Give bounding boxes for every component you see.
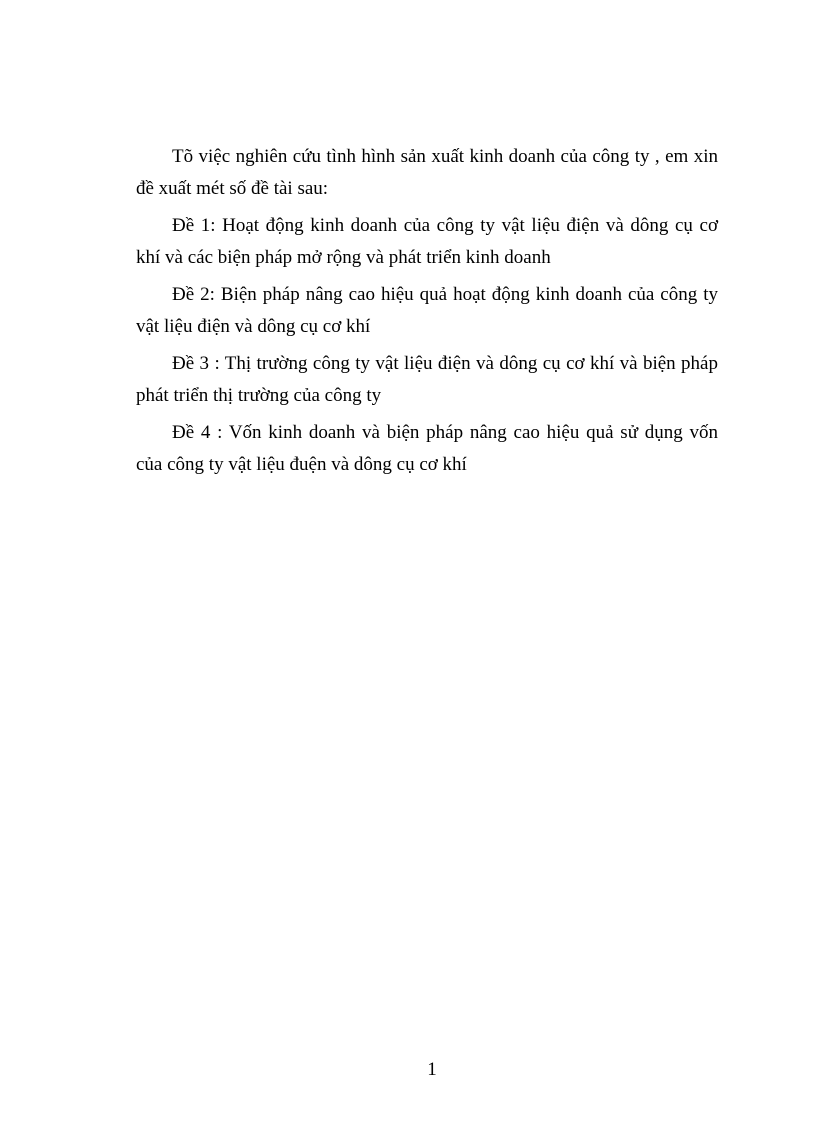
topic-3-paragraph: Đề 3 : Thị trường công ty vật liệu điện và dông cụ cơ khí và biện pháp phát triển thị trường của công ty xyxy=(136,353,718,406)
intro-paragraph: Tõ việc nghiên cứu tình hình sản xuất kinh doanh của công ty , em xin đề xuất mét số đề tài sau: xyxy=(136,146,718,199)
document-body xyxy=(136,141,718,486)
topic-2-paragraph: Đề 2: Biện pháp nâng cao hiệu quả hoạt động kinh doanh của công ty vật liệu điện và dông cụ cơ khí xyxy=(136,284,718,337)
page-number: 1 xyxy=(427,1059,437,1080)
topic-1-paragraph: Đề 1: Hoạt động kinh doanh của công ty vật liệu điện và dông cụ cơ khí và các biện pháp mở rộng và phát triển kinh doanh xyxy=(136,215,718,268)
topic-4-paragraph: Đề 4 : Vốn kinh doanh và biện pháp nâng cao hiệu quả sử dụng vốn của công ty vật liệu đuện và dông cụ cơ khí xyxy=(136,422,718,475)
